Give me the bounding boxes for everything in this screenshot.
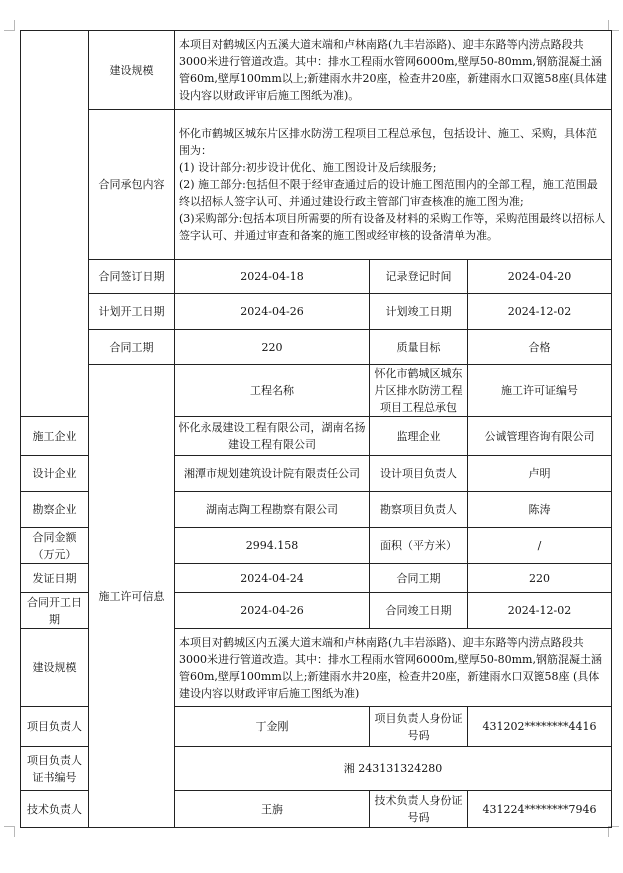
project-manager-label: 项目负责人 bbox=[21, 707, 89, 747]
tech-id-value: 431224********7946 bbox=[468, 791, 612, 828]
supervisor-value: 公诚管理咨询有限公司 bbox=[468, 417, 612, 456]
table-row bbox=[21, 110, 612, 260]
sign-date-label: 合同签订日期 bbox=[89, 260, 175, 294]
area-label: 面积（平方米） bbox=[370, 528, 468, 564]
contract-start-label: 合同开工日期 bbox=[21, 593, 89, 629]
contract-scope-line: (1) 设计部分:初步设计优化、施工图设计及后续服务; bbox=[179, 161, 437, 174]
pm-cert-value: 湘 243131324280 bbox=[175, 747, 612, 791]
table-row bbox=[21, 294, 612, 330]
sign-date-value: 2024-04-18 bbox=[175, 260, 370, 294]
pm-cert-label: 项目负责人证书编号 bbox=[21, 747, 89, 791]
contract-scope-line: (2) 施工部分:包括但不限于经审查通过后的设计施工图范围内的全部工程，施工范围最终以招标人签字认可、并通过建设行政主管部门审查核准的施工图为准; bbox=[179, 178, 598, 208]
contract-days-value: 220 bbox=[175, 330, 370, 365]
build-scale-label: 建设规模 bbox=[89, 31, 175, 110]
design-company-value: 湘潭市规划建筑设计院有限责任公司 bbox=[175, 456, 370, 492]
planned-end-value: 2024-12-02 bbox=[468, 294, 612, 330]
permit-build-scale-label: 建设规模 bbox=[21, 629, 89, 707]
survey-company-value: 湖南志陶工程勘察有限公司 bbox=[175, 492, 370, 528]
supervisor-label: 监理企业 bbox=[370, 417, 468, 456]
planned-start-value: 2024-04-26 bbox=[175, 294, 370, 330]
contract-amount-value: 2994.158 bbox=[175, 528, 370, 564]
quality-target-value: 合格 bbox=[468, 330, 612, 365]
contract-scope-line: 怀化市鹤城区城东片区排水防涝工程项目工程总承包，包括设计、施工、采购，具体范围为： bbox=[179, 127, 597, 157]
contract-end-value: 2024-12-02 bbox=[468, 593, 612, 629]
contract-scope-line: (3)采购部分:包括本项目所需要的所有设备及材料的采购工作等，采购范围最终以招标人签字认可、并通过审查和备案的施工图或经审核的设备清单为准。 bbox=[179, 212, 606, 242]
contract-amount-label: 合同金额（万元） bbox=[21, 528, 89, 564]
project-name-value: 怀化市鹤城区城东片区排水防涝工程项目工程总承包 bbox=[370, 365, 468, 417]
record-date-value: 2024-04-20 bbox=[468, 260, 612, 294]
permit-no-label: 施工许可证编号 bbox=[468, 365, 612, 417]
permit-contract-days-label: 合同工期 bbox=[370, 564, 468, 593]
contract-scope-label: 合同承包内容 bbox=[89, 110, 175, 260]
table-row bbox=[21, 31, 612, 110]
table-row bbox=[21, 365, 612, 417]
survey-lead-value: 陈涛 bbox=[468, 492, 612, 528]
project-name-label: 工程名称 bbox=[175, 365, 370, 417]
pm-id-value: 431202********4416 bbox=[468, 707, 612, 747]
design-company-label: 设计企业 bbox=[21, 456, 89, 492]
tech-lead-value: 王旃 bbox=[175, 791, 370, 828]
tech-lead-label: 技术负责人 bbox=[21, 791, 89, 828]
page-corner-mark bbox=[4, 826, 15, 837]
planned-start-label: 计划开工日期 bbox=[89, 294, 175, 330]
page-corner-mark bbox=[4, 20, 15, 31]
build-scale-value: 本项目对鹤城区内五溪大道末端和卢林南路(九丰岩添路)、迎丰东路等内涝点路段共3000米进行管道改造。其中：排水工程雨水管网6000m,壁厚50-80mm,钢筋混凝土涵管60m,壁厚100mm以上;新建雨水井20座，检查井20座，新建雨水口双篦58座(具体建设内容以财政评审后施工图纸为准)。 bbox=[175, 31, 612, 110]
table-row bbox=[21, 260, 612, 294]
permit-section-title: 施工许可信息 bbox=[89, 365, 175, 828]
contractor-value: 怀化永晟建设工程有限公司，湖南名扬建设工程有限公司 bbox=[175, 417, 370, 456]
design-lead-value: 卢明 bbox=[468, 456, 612, 492]
permit-build-scale-value: 本项目对鹤城区内五溪大道末端和卢林南路(九丰岩添路)、迎丰东路等内涝点路段共3000米进行管道改造。其中：排水工程雨水管网6000m,壁厚50-80mm,钢筋混凝土涵管60m,壁厚100mm以上;新建雨水井20座，检查井20座，新建雨水口双篦58座 (具体建设内容以财政评审后施工图纸为准) bbox=[175, 629, 612, 707]
contract-end-label: 合同竣工日期 bbox=[370, 593, 468, 629]
permit-contract-days-value: 220 bbox=[468, 564, 612, 593]
contract-days-label: 合同工期 bbox=[89, 330, 175, 365]
contractor-label: 施工企业 bbox=[21, 417, 89, 456]
contract-scope-value bbox=[175, 110, 612, 260]
contract-info-table bbox=[20, 30, 612, 828]
contract-start-value: 2024-04-26 bbox=[175, 593, 370, 629]
section-label-blank bbox=[21, 31, 89, 417]
issue-date-label: 发证日期 bbox=[21, 564, 89, 593]
project-manager-value: 丁金刚 bbox=[175, 707, 370, 747]
survey-company-label: 勘察企业 bbox=[21, 492, 89, 528]
area-value: / bbox=[468, 528, 612, 564]
issue-date-value: 2024-04-24 bbox=[175, 564, 370, 593]
tech-id-label: 技术负责人身份证号码 bbox=[370, 791, 468, 828]
record-date-label: 记录登记时间 bbox=[370, 260, 468, 294]
survey-lead-label: 勘察项目负责人 bbox=[370, 492, 468, 528]
table-row bbox=[21, 330, 612, 365]
planned-end-label: 计划竣工日期 bbox=[370, 294, 468, 330]
pm-id-label: 项目负责人身份证号码 bbox=[370, 707, 468, 747]
quality-target-label: 质量目标 bbox=[370, 330, 468, 365]
design-lead-label: 设计项目负责人 bbox=[370, 456, 468, 492]
